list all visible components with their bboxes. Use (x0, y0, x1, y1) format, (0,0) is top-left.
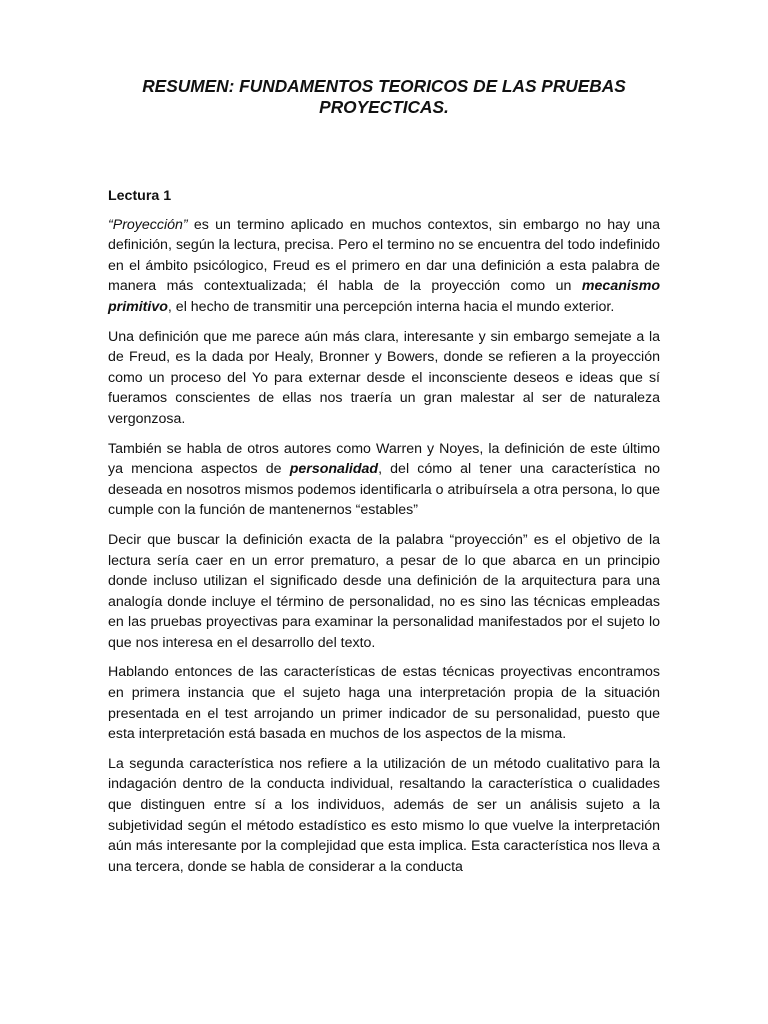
paragraph-4: Decir que buscar la definición exacta de la palabra “proyección” es el objetivo de la lectura sería caer en un error prematuro, a pesar de lo que abarca en un principio donde incluso utilizan el significado desde una definición de la arquitectura para una analogía donde incluye el término de personalidad, no es sino las técnicas empleadas en las pruebas proyectivas para examinar la personalidad manifestados por el sujeto lo que nos interesa en el desarrollo del texto. (108, 531, 660, 651)
section-title: Lectura 1 (108, 188, 172, 204)
paragraph-3-text-b: , del cómo al tener una característica no deseada en nosotros mismos podemos identificarla o atribuírsela a otra persona, lo que cumple con la función de mantenernos “estables” (108, 461, 660, 519)
paragraph-2: Una definición que me parece aún más clara, interesante y sin embargo semejate a la de Freud, es la dada por Healy, Bronner y Bowers, donde se refieren a la proyección como un proceso del Yo para externar desde el inconsciente deseos e ideas que sí fueramos conscientes de ellas nos traería un gran malestar al ser de naturaleza vergonzosa. (108, 328, 660, 427)
paragraph-1 (108, 215, 660, 318)
paragraph-6: La segunda característica nos refiere a la utilización de un método cualitativo para la indagación dentro de la conducta individual, resaltando la característica o cualidades que distinguen entre sí a los individuos, además de ser un análisis sujeto a la subjetividad según el método estadístico es esto mismo lo que vuelve la interpretación aún más interesante por la complejidad que esta implica. Esta característica nos lleva a una tercera, donde se habla de considerar a la conducta (108, 755, 660, 875)
document-body (108, 186, 660, 886)
paragraph-3-text-a: También se habla de otros autores como Warren y Noyes, la definición de este último ya menciona aspectos de (108, 440, 660, 478)
paragraph-1-text-a: es un termino aplicado en muchos contextos, sin embargo no hay una definición, según la lectura, precisa. Pero el termino no se encuentra del todo indefinido en el ámbito psicólogico, Freud es el primero en dar una definición a esta palabra de manera más contextualizada; él habla de la proyección como un (108, 216, 660, 295)
document-title: RESUMEN: FUNDAMENTOS TEORICOS DE LAS PRUEBAS PROYECTICAS. (142, 76, 626, 117)
paragraph-5: Hablando entonces de las características de estas técnicas proyectivas encontramos en primera instancia que el sujeto haga una interpretación propia de la situación presentada en el test arrojando un primer indicador de su personalidad, puesto que esta interpretación está basada en muchos de los aspectos de la misma. (108, 664, 660, 743)
paragraph-1-text-b: , el hecho de transmitir una percepción interna hacia el mundo exterior. (167, 298, 615, 315)
quoted-term: “Proyección” (108, 216, 188, 233)
emphasis-mecanismo: mecanismo primitivo (108, 278, 660, 315)
paragraph-3 (108, 439, 660, 521)
emphasis-personalidad: personalidad (289, 461, 379, 478)
